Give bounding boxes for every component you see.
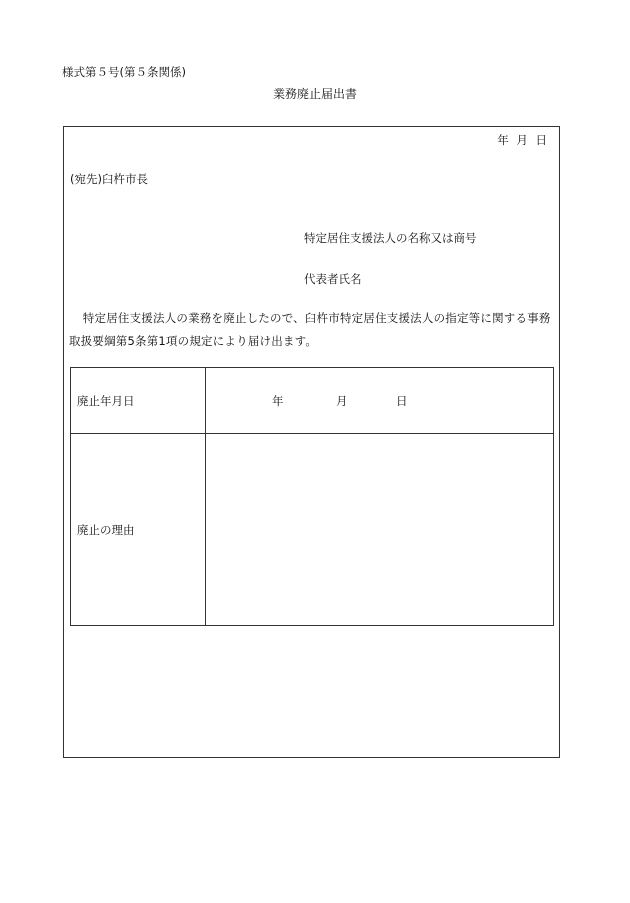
form-number: 様式第５号(第５条関係) (62, 65, 186, 79)
year-label: 年 (272, 393, 284, 408)
corporation-name-label: 特定居住支援法人の名称又は商号 (304, 231, 477, 245)
document-title: 業務廃止届出書 (272, 87, 357, 101)
day-label: 日 (396, 393, 408, 408)
abolition-date-field[interactable] (206, 368, 554, 434)
addressee: (宛先)臼杵市長 (70, 172, 148, 186)
abolition-reason-field[interactable] (206, 434, 554, 626)
form-frame (63, 126, 560, 758)
details-table (70, 367, 554, 626)
representative-name-label: 代表者氏名 (304, 272, 362, 286)
submission-date-line: 年 月 日 (497, 133, 547, 147)
abolition-reason-label: 廃止の理由 (71, 434, 206, 626)
table-row (71, 434, 554, 626)
declaration-text: 特定居住支援法人の業務を廃止したので、臼杵市特定居住支援法人の指定等に関する事務取扱要綱第5条第1項の規定により届け出ます。 (69, 311, 551, 348)
table-row (71, 368, 554, 434)
month-label: 月 (336, 393, 348, 408)
abolition-date-label: 廃止年月日 (71, 368, 206, 434)
